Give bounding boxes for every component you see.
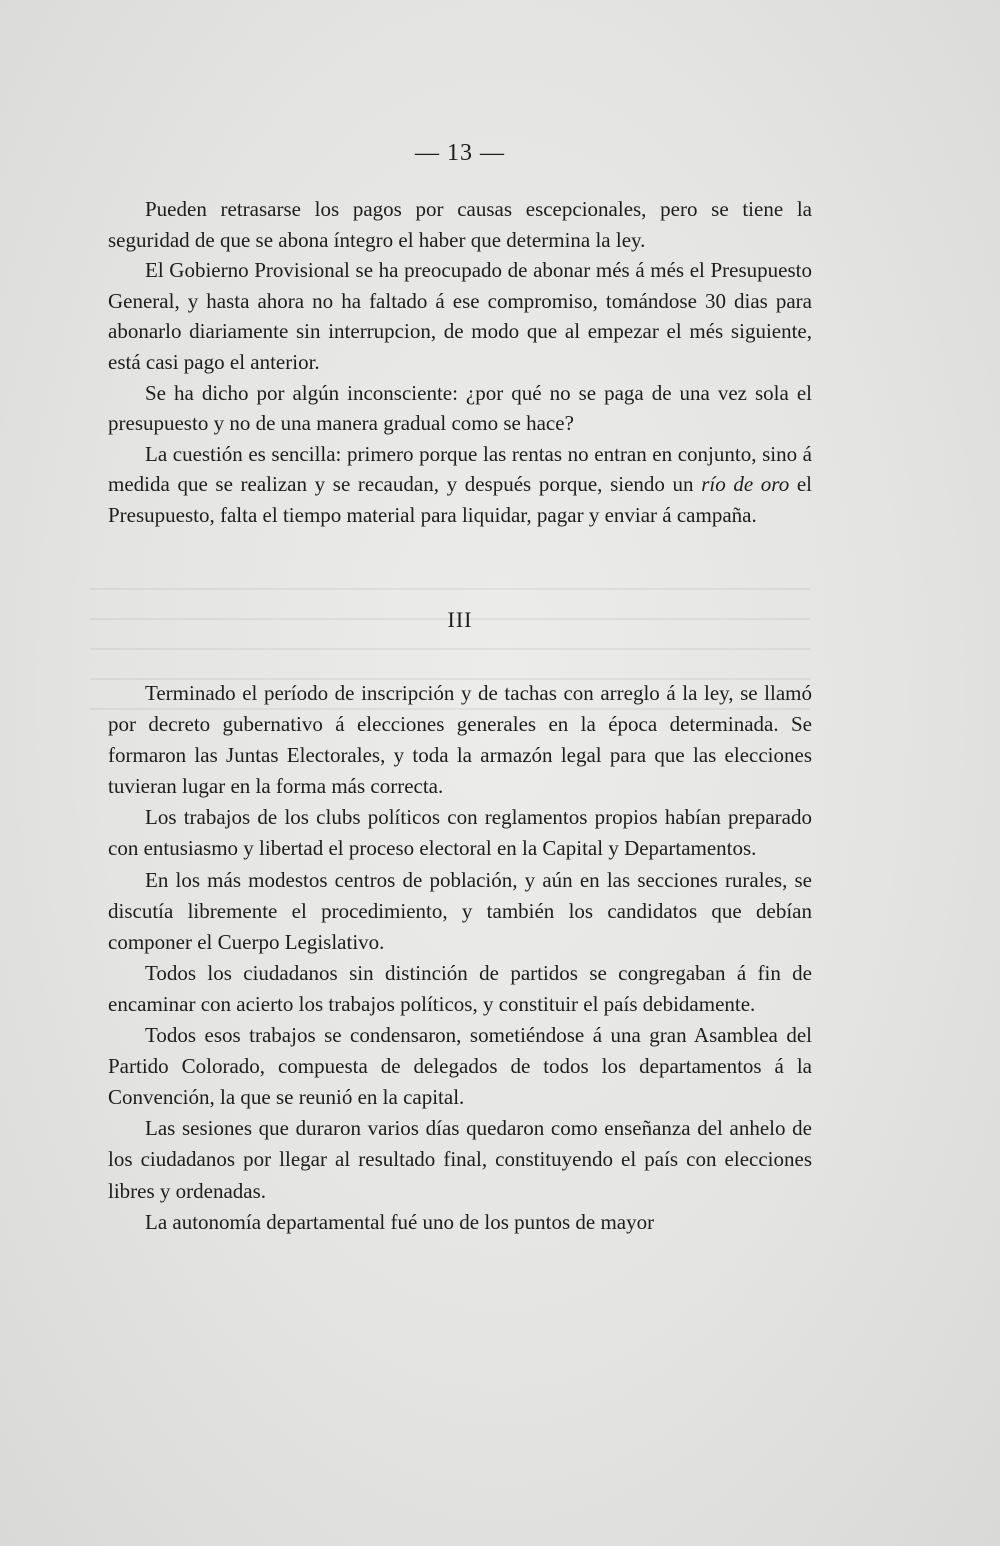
- paragraph-text-before: La cuestión es sencilla: primero porque las rentas no entran en conjunto, sino á medida que se realizan y se recaudan, y después porque, siendo un: [108, 441, 812, 497]
- text-block-bottom: [108, 678, 812, 1238]
- paragraph-text-after: el Presupuesto, falta el tiempo material para liquidar, pagar y enviar á campaña.: [108, 472, 813, 527]
- page-number: — 13 —: [415, 140, 505, 166]
- paragraph: El Gobierno Provisional se ha preocupado de abonar més á més el Presupuesto General, y hasta ahora no ha faltado á ese compromiso, tomándose 30 dias para abonarlo diariamente sin interrupcion, de modo que al empezar el més siguiente, está casi pago el anterior.: [108, 258, 812, 374]
- text-block-top: [108, 194, 812, 531]
- paragraph: La autonomía departamental fué uno de los puntos de mayor: [145, 1209, 655, 1234]
- paragraph: Los trabajos de los clubs políticos con reglamentos propios habían preparado con entusiasmo y libertad el proceso electoral en la Capital y Departamentos.: [108, 805, 812, 861]
- paragraph: Todos los ciudadanos sin distinción de partidos se congregaban á fin de encaminar con acierto los trabajos políticos, y constituir el país debidamente.: [108, 960, 812, 1016]
- emphasized-phrase: río de oro: [701, 472, 790, 497]
- paragraph-with-emphasis: [108, 439, 812, 531]
- paragraph: En los más modestos centros de población, y aún en las secciones rurales, se discutía libremente el procedimiento, y también los candidatos que debían componer el Cuerpo Legislativo.: [108, 867, 812, 954]
- paragraph: Las sesiones que duraron varios días quedaron como enseñanza del anhelo de los ciudadanos por llegar al resultado final, constituyendo el país con elecciones libres y ordenadas.: [108, 1116, 812, 1203]
- paragraph: Terminado el período de inscripción y de tachas con arreglo á la ley, se llamó por decreto gubernativo á elecciones generales en la época determinada. Se formaron las Juntas Electorales, y toda la armazón legal para que las elecciones tuvieran lugar en la forma más correcta.: [108, 681, 812, 799]
- paragraph: Se ha dicho por algún inconsciente: ¿por qué no se paga de una vez sola el presupuesto y no de una manera gradual como se hace?: [108, 380, 812, 436]
- paragraph: Pueden retrasarse los pagos por causas escepcionales, pero se tiene la seguridad de que se abona íntegro el haber que determina la ley.: [108, 197, 812, 252]
- paragraph: Todos esos trabajos se condensaron, sometiéndose á una gran Asamblea del Partido Colorado, compuesta de delegados de todos los departamentos á la Convención, la que se reunió en la capital.: [108, 1023, 812, 1110]
- section-heading: III: [447, 607, 473, 632]
